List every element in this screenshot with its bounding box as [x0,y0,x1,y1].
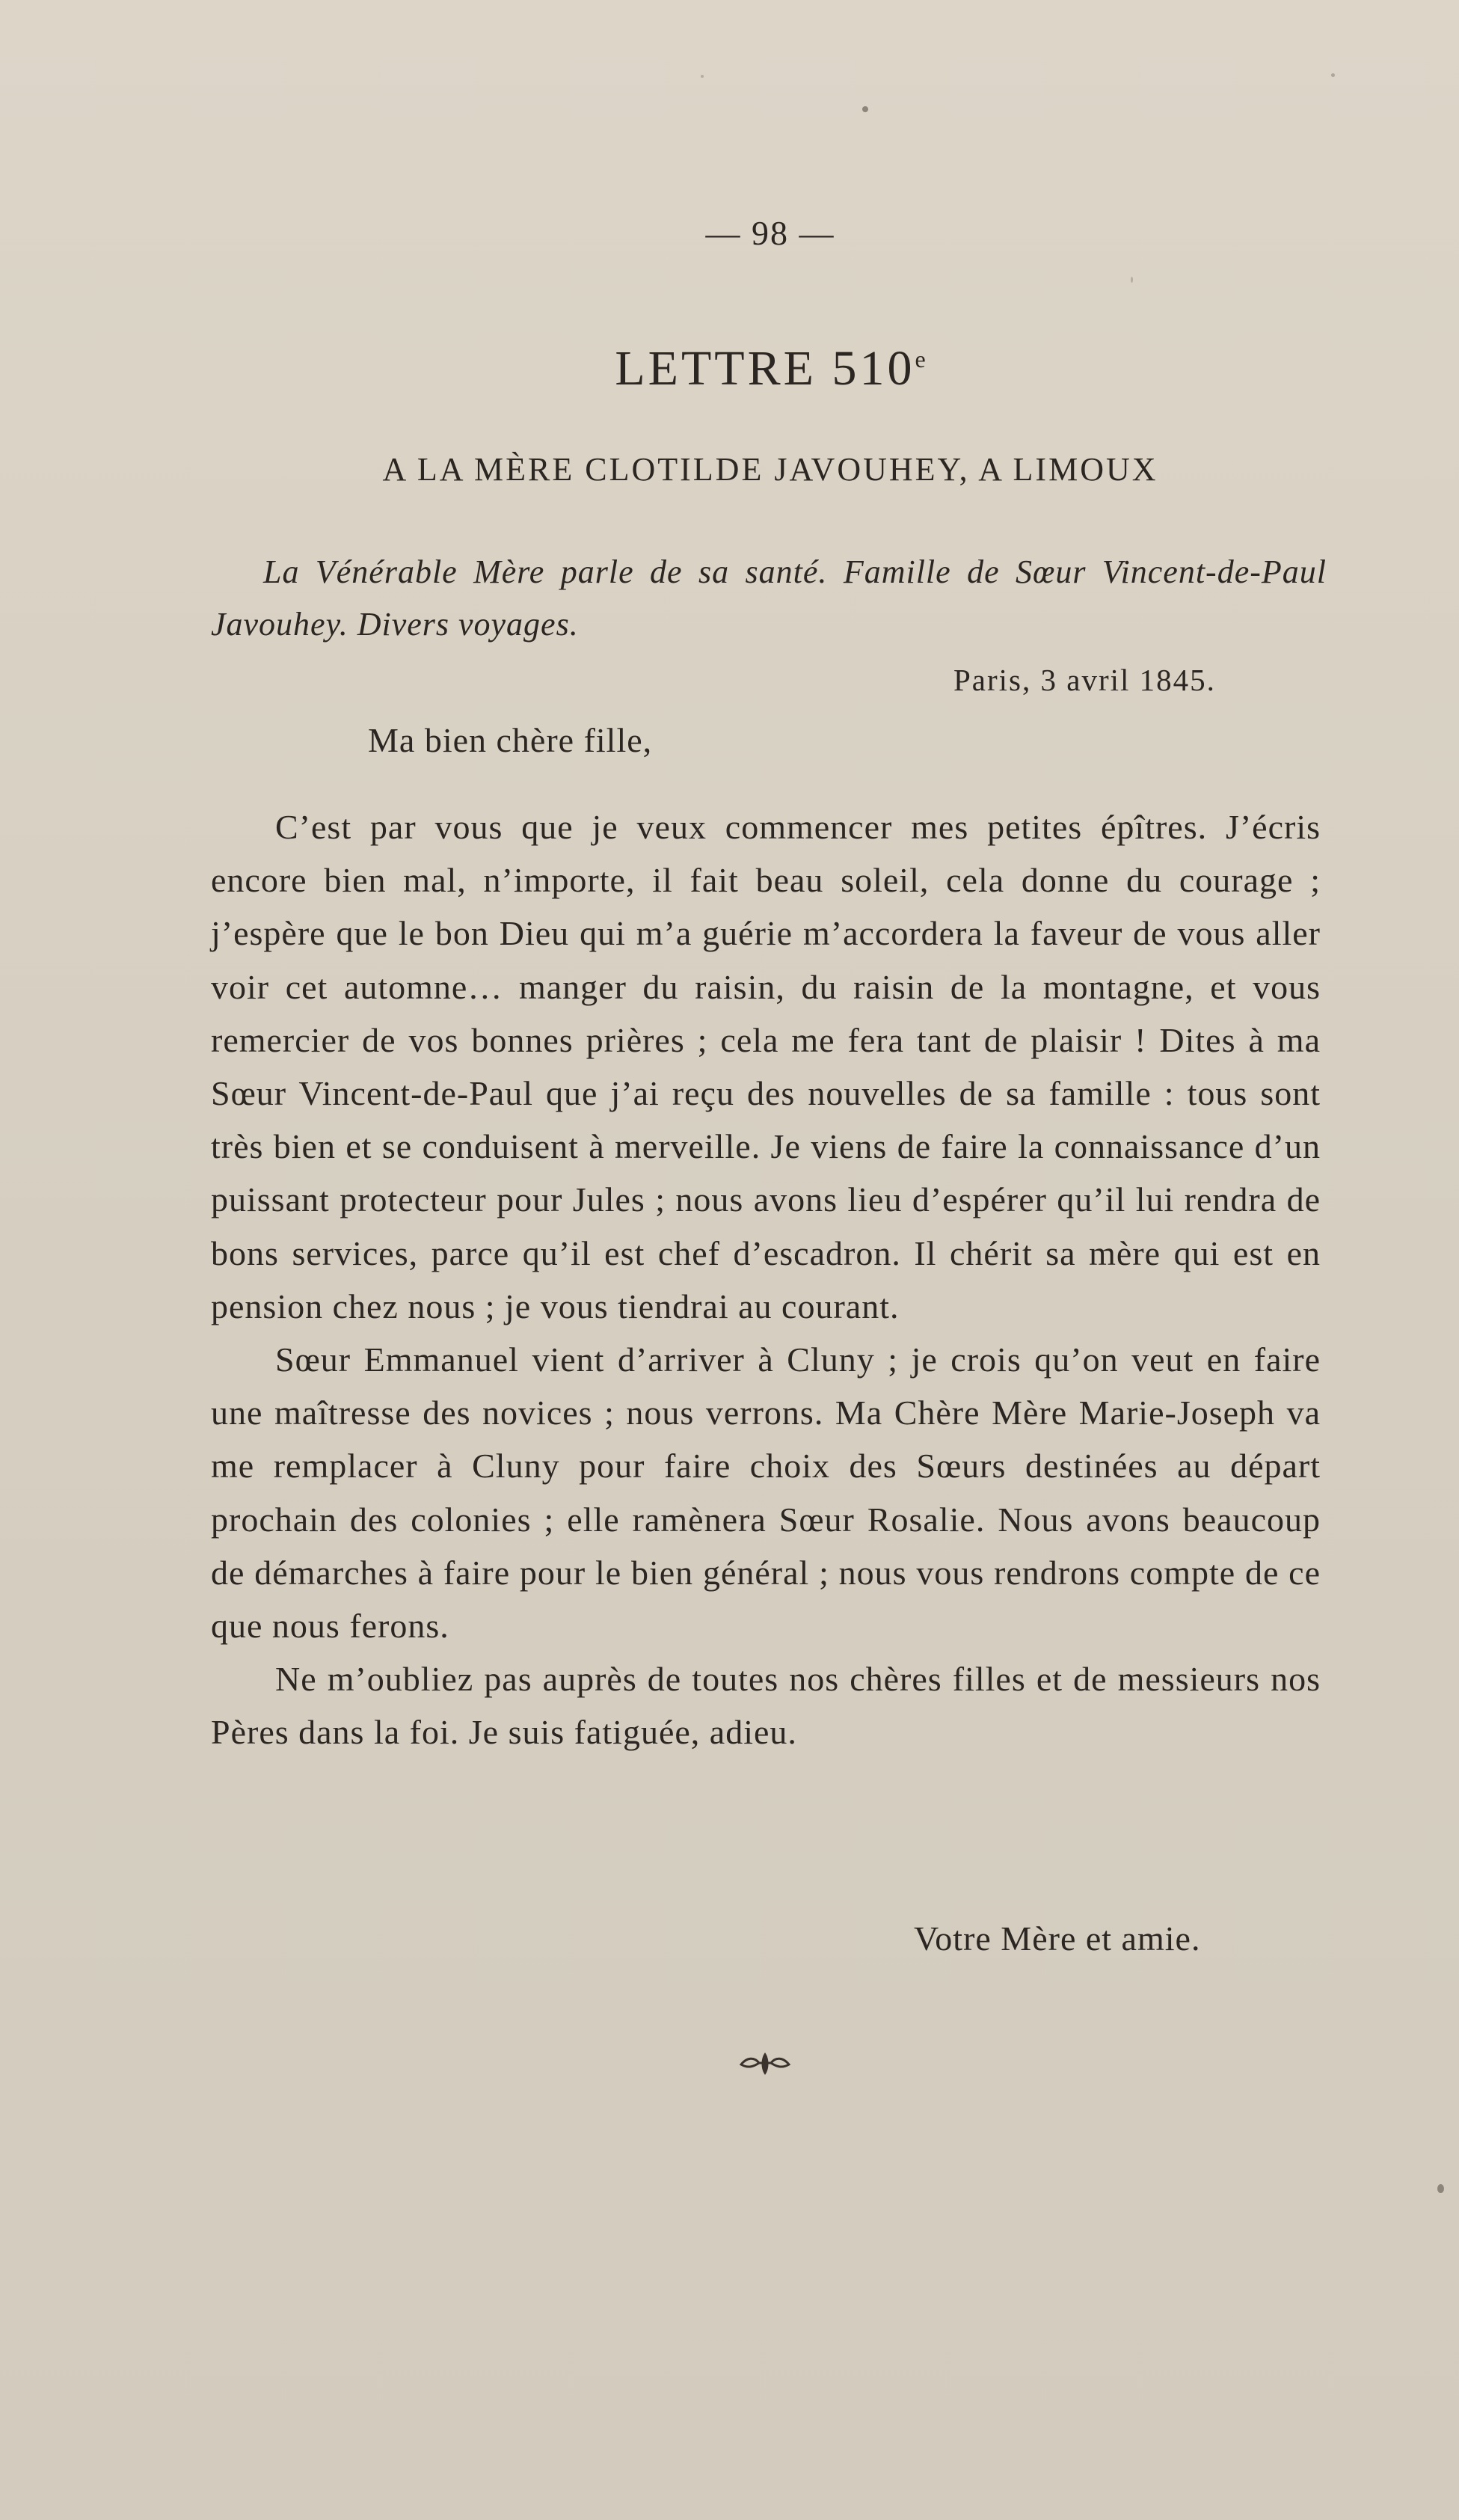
recipient-heading: A LA MÈRE CLOTILDE JAVOUHEY, A LIMOUX [382,451,1158,488]
ornament-fleuron-icon [738,2050,792,2078]
date-line: Paris, 3 avril 1845. [953,663,1216,697]
letter-title-superscript: e [915,346,926,373]
page-number: — 98 — [705,214,835,252]
body-paragraph: Ne m’oubliez pas auprès de toutes nos chères filles et de messieurs nos Pères dans la foi. Je suis fatiguée, adieu. [211,1660,1321,1752]
paper-speck [862,106,868,112]
letter-body [211,800,1321,1759]
signature: Votre Mère et amie. [914,1919,1201,1958]
letter-summary: La Vénérable Mère parle de sa santé. Famille de Sœur Vincent-de-Paul Javouhey. Divers voyages. [211,554,1327,643]
paper-speck [1331,73,1335,77]
paper-speck [1131,277,1133,283]
body-paragraph: Sœur Emmanuel vient d’arriver à Cluny ; je crois qu’on veut en faire une maîtresse des novices ; nous verrons. Ma Chère Mère Marie-Joseph va me remplacer à Cluny pour faire choix des Sœurs destinées au départ prochain des colonies ; elle ramènera Sœur Rosalie. Nous avons beaucoup de démarches à faire pour le bien général ; nous vous rendrons compte de ce que nous ferons. [211,1340,1321,1646]
body-paragraph: C’est par vous que je veux commencer mes petites épîtres. J’écris encore bien mal, n’importe, il fait beau soleil, cela donne du courage ; j’espère que le bon Dieu qui m’a guérie m’accordera la faveur de vous aller voir cet automne… manger du raisin, du raisin de la montagne, et vous remercier de vos bonnes prières ; cela me fera tant de plaisir ! Dites à ma Sœur Vincent-de-Paul que j’ai reçu des nouvelles de sa famille : tous sont très bien et se conduisent à merveille. Je viens de faire la connaissance d’un puissant protecteur pour Jules ; nous avons lieu d’espérer qu’il lui rendra de bons services, parce qu’il est chef d’escadron. Il chérit sa mère qui est en pension chez nous ; je vous tiendrai au courant. [211,808,1321,1325]
letter-title [0,340,1459,397]
salutation: Ma bien chère fille, [368,721,653,759]
letter-title-text: LETTRE 510 [615,341,915,396]
paper-speck [1437,2184,1444,2193]
paper-speck [701,75,704,78]
